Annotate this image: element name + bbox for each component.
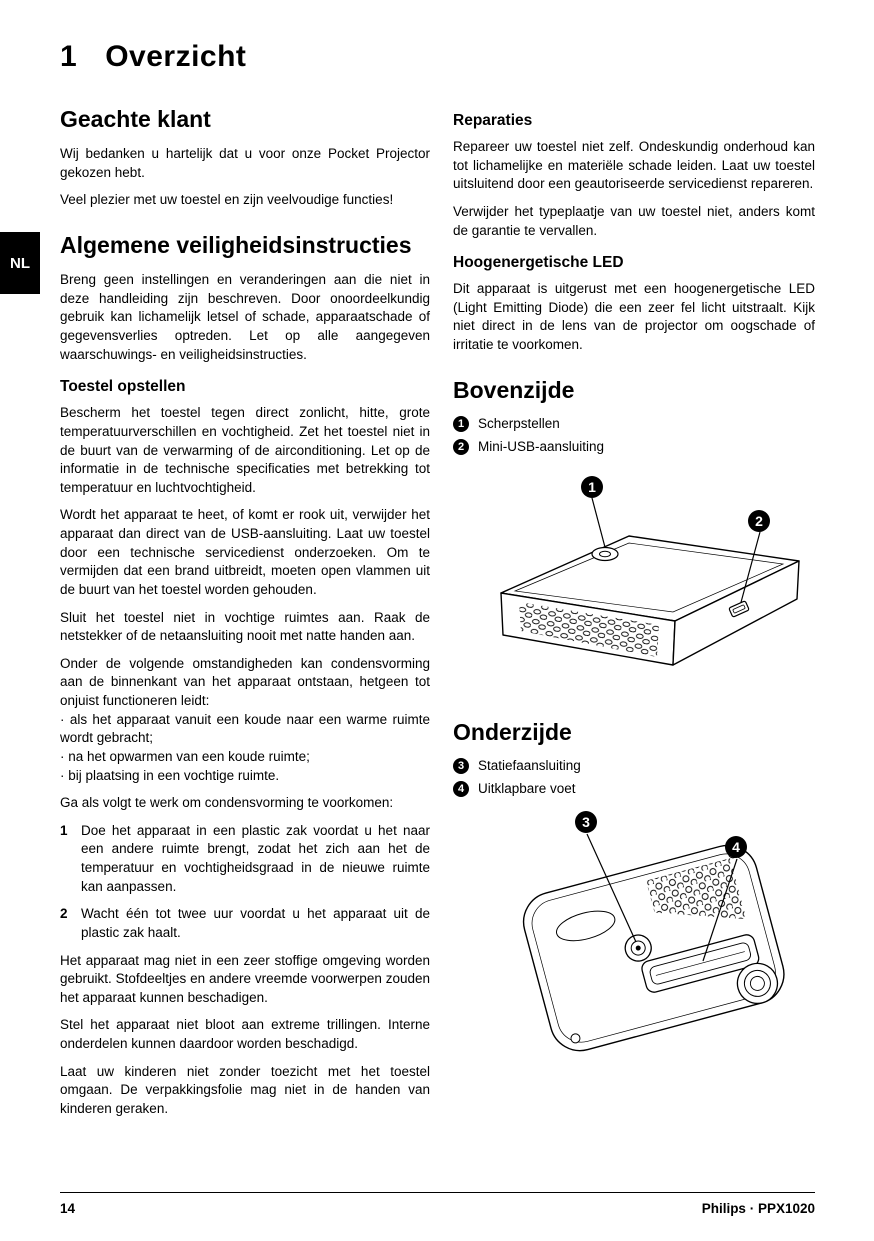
step-text: Wacht één tot twee uur voordat u het apparaat uit de plastic zak haalt. xyxy=(81,906,430,940)
bullet-item: · als het apparaat vanuit een koude naar een warme ruimte wordt gebracht; xyxy=(60,711,430,746)
paragraph: Dit apparaat is uitgerust met een hoogenergetische LED (Light Emitting Diode) die een zeer fel licht uitstraalt. Kijk niet direct in de lens van de projector om oogschade of irritatie te voorkomen. xyxy=(453,281,815,352)
left-column xyxy=(60,106,430,1128)
paragraph: Stel het apparaat niet bloot aan extreme trillingen. Interne onderdelen kunnen daardoor worden beschadigd. xyxy=(60,1017,430,1051)
legend-item xyxy=(453,439,815,455)
legend-label: Scherpstellen xyxy=(478,416,560,432)
numbered-step xyxy=(60,905,430,942)
section-title-onderzijde: Onderzijde xyxy=(453,718,572,745)
top-view-figure xyxy=(477,469,817,697)
legend-label: Statiefaansluiting xyxy=(478,758,581,774)
legend-label: Mini-USB-aansluiting xyxy=(478,439,605,455)
page-footer xyxy=(60,1192,815,1216)
chapter-number: 1 xyxy=(60,40,78,73)
right-column xyxy=(453,106,815,1128)
step-number: 1 xyxy=(60,822,68,838)
paragraph: Wordt het apparaat te heet, of komt er rook uit, verwijder het apparaat dan direct van de USB-aansluiting. Laat uw toestel door een technische servicedienst onderzoeken. Om te vermijden dat een brand uitbreidt, moeten open vlammen uit de buurt van het toestel worden gehouden. xyxy=(60,507,430,597)
callout-badge-4: 4 xyxy=(453,781,469,797)
subsection-title-reparaties: Reparaties xyxy=(453,112,533,129)
paragraph: Onder de volgende omstandigheden kan condensvorming aan de binnenkant van het apparaat ontstaan, hetgeen tot onjuist functioneren leidt: xyxy=(60,655,430,708)
language-tab-label: NL xyxy=(10,254,30,272)
paragraph: Verwijder het typeplaatje van uw toestel niet, anders komt de garantie te vervallen. xyxy=(453,203,815,238)
paragraph: Veel plezier met uw toestel en zijn veelvoudige functies! xyxy=(60,192,394,208)
bottom-view-illustration xyxy=(489,809,829,1064)
paragraph: Het apparaat mag niet in een zeer stoffige omgeving worden gebruikt. Stofdeeltjes en andere vreemde voorwerpen zouden het apparaat kunnen beschadigen. xyxy=(60,952,430,1005)
paragraph: Repareer uw toestel niet zelf. Ondeskundig onderhoud kan tot lichamelijke en materiële schade leiden. Laat uw toestel uitsluitend door een geautoriseerde servicedienst repareren. xyxy=(453,139,815,192)
paragraph: Ga als volgt te werk om condensvorming te voorkomen: xyxy=(60,795,394,811)
figure-callout-3: 3 xyxy=(575,811,597,833)
section-title-bovenzijde: Bovenzijde xyxy=(453,376,575,403)
step-text: Doe het apparaat in een plastic zak voordat u het naar een andere ruimte brengt, zodat het zich aan het de temperatuur en vochtigheidsgraad in de nieuwe ruimte kan aanpassen. xyxy=(81,822,430,894)
callout-badge-3: 3 xyxy=(453,758,469,774)
paragraph: Bescherm het toestel tegen direct zonlicht, hitte, grote temperatuurverschillen en vochtigheid. Zet het toestel niet in de buurt van de verwarming of de airconditioning. Let op de informatie in de technische specificaties met betrekking tot temperatuur en luchtvochtigheid. xyxy=(60,405,430,495)
numbered-step xyxy=(60,822,430,897)
section-title-geachte-klant: Geachte klant xyxy=(60,106,211,132)
subsection-title-toestel-opstellen: Toestel opstellen xyxy=(60,378,186,396)
footer-product-name: Philips · PPX1020 xyxy=(701,1201,815,1216)
legend-label: Uitklapbare voet xyxy=(478,781,576,797)
callout-badge-1: 1 xyxy=(453,416,469,432)
chapter-heading xyxy=(60,40,246,74)
paragraph: Wij bedanken u hartelijk dat u voor onze Pocket Projector gekozen hebt. xyxy=(60,146,430,180)
paragraph: Sluit het toestel niet in vochtige ruimtes aan. Raak de netstekker of de netaansluiting nooit met natte handen aan. xyxy=(60,609,430,644)
step-number: 2 xyxy=(60,906,68,922)
subsection-title-led: Hoogenergetische LED xyxy=(453,254,624,272)
condensation-list xyxy=(60,655,430,785)
section-title-veiligheidsinstructies: Algemene veiligheidsinstructies xyxy=(60,232,412,258)
paragraph: Breng geen instellingen en veranderingen aan die niet in deze handleiding zijn beschreven. Door onoordeelkundig gebruik kan lichamelijk letsel of schade, apparaatschade of gegevensverlies optreden. Let op alle aangegeven waarschuwings- en veiligheidsinstructies. xyxy=(60,272,430,362)
legend-item xyxy=(453,758,815,774)
figure-callout-4: 4 xyxy=(725,836,747,858)
two-column-layout xyxy=(60,106,815,1128)
bullet-item: · bij plaatsing in een vochtige ruimte. xyxy=(60,767,280,783)
figure-callout-2: 2 xyxy=(748,510,770,532)
chapter-title: Overzicht xyxy=(105,40,247,73)
top-view-illustration xyxy=(477,469,817,697)
bullet-item: · na het opwarmen van een koude ruimte; xyxy=(60,748,310,764)
bottom-view-figure xyxy=(489,809,829,1064)
callout-badge-2: 2 xyxy=(453,439,469,455)
legend-item xyxy=(453,416,815,432)
paragraph: Laat uw kinderen niet zonder toezicht met het toestel omgaan. De verpakkingsfolie mag niet in de handen van kinderen geraken. xyxy=(60,1063,430,1116)
language-tab xyxy=(0,232,40,294)
footer-page-number: 14 xyxy=(60,1201,76,1216)
figure-callout-1: 1 xyxy=(581,476,603,498)
legend-item xyxy=(453,781,815,797)
